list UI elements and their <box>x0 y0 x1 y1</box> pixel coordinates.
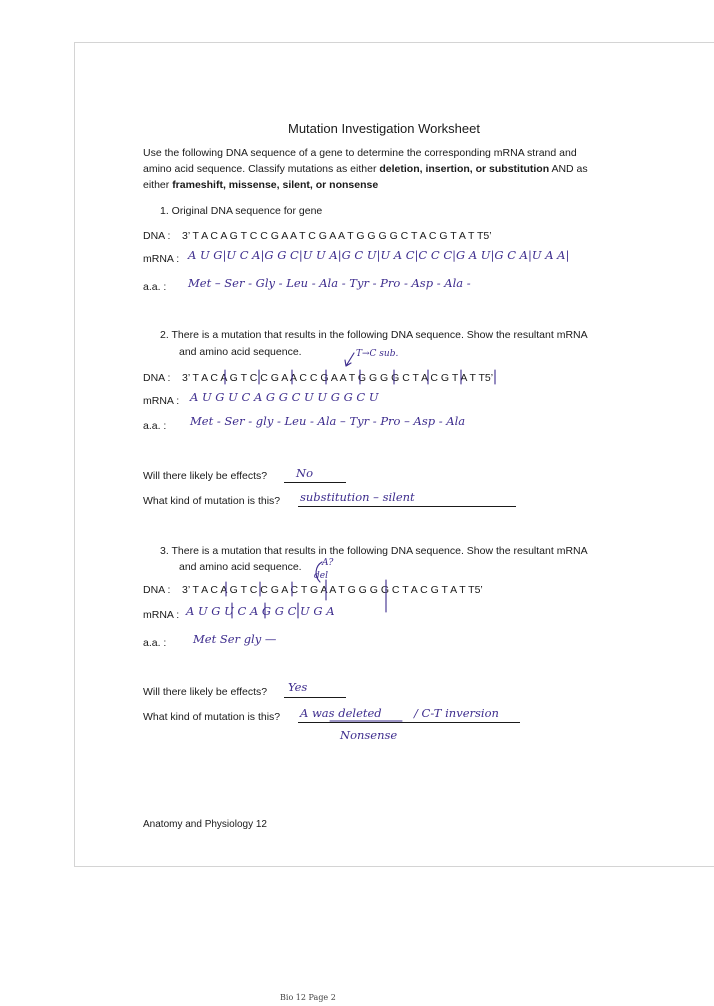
q1-mrna-handwriting: A U G|U C A|G G C|U U A|G C U|U A C|C C C|G A U|G C A|U A A| <box>188 248 570 262</box>
q2-dna-label: DNA : <box>143 372 171 384</box>
q3-heading-line-2: and amino acid sequence. <box>179 561 302 573</box>
q3-kind-answer-c: Nonsense <box>340 728 398 742</box>
q2-arrow-mark <box>345 353 354 366</box>
q1-mrna-label: mRNA : <box>143 253 180 265</box>
q2-mutation-note: T→C sub. <box>356 349 399 359</box>
q1-dna-label: DNA : <box>143 230 171 242</box>
q3-mrna-handwriting: A U G U C A G G C U G A <box>186 604 335 618</box>
q3-kind-answer-a: A was deleted <box>300 706 382 720</box>
q3-dna-label: DNA : <box>143 584 171 596</box>
q1-aa-label: a.a. : <box>143 281 167 293</box>
q3-kind-answer-b: / C-T inversion <box>414 706 499 720</box>
page-title: Mutation Investigation Worksheet <box>288 121 480 136</box>
page-footer: Anatomy and Physiology 12 <box>143 819 267 830</box>
bottom-caption: Bio 12 Page 2 <box>280 993 336 1002</box>
q3-aa-label: a.a. : <box>143 637 167 649</box>
q2-aa-handwriting: Met - Ser - gly - Leu - Ala – Tyr - Pro – Asp - Ala <box>190 414 466 428</box>
q2-kind-answer: substitution – silent <box>300 490 415 504</box>
q3-kind-label: What kind of mutation is this? <box>143 711 281 723</box>
q2-heading-line-1: 2. There is a mutation that results in the following DNA sequence. Show the resultant mRNA <box>160 329 588 341</box>
q3-dna-sequence: 3’ T A C A G T C C G A C T G A A T G G G G C T A C G T A T T5’ <box>182 584 483 596</box>
q2-kind-label: What kind of mutation is this? <box>143 495 281 507</box>
intro-line-3: either frameshift, missense, silent, or nonsense <box>143 179 379 191</box>
q3-mutation-note: A? <box>322 558 334 568</box>
q2-effects-label: Will there likely be effects? <box>143 470 268 482</box>
q3-mrna-label: mRNA : <box>143 609 180 621</box>
q1-aa-handwriting: Met – Ser - Gly - Leu - Ala - Tyr - Pro - Asp - Ala - <box>188 276 471 290</box>
q3-effects-label: Will there likely be effects? <box>143 686 268 698</box>
q2-aa-label: a.a. : <box>143 420 167 432</box>
q2-dna-sequence: 3’ T A C A G T C C G A A C C G A A T G G G G C T A C G T A T T5’ <box>182 372 494 384</box>
intro-line-1: Use the following DNA sequence of a gene to determine the corresponding mRNA strand and <box>143 147 577 159</box>
q2-mrna-handwriting: A U G U C A G G C U U G G C U <box>190 390 379 404</box>
q2-effects-answer: No <box>296 466 313 480</box>
intro-line-2: amino acid sequence. Classify mutations as either deletion, insertion, or substitution AND as <box>143 163 588 175</box>
q3-heading-line-1: 3. There is a mutation that results in the following DNA sequence. Show the resultant mRNA <box>160 545 588 557</box>
q3-aa-handwriting: Met Ser gly — <box>193 632 277 646</box>
q2-mrna-label: mRNA : <box>143 395 180 407</box>
q1-dna-sequence: 3’ T A C A G T C C G A A T C G A A T G G G G C T A C G T A T T5’ <box>182 230 492 242</box>
q1-heading: 1. Original DNA sequence for gene <box>160 205 323 217</box>
q2-heading-line-2: and amino acid sequence. <box>179 346 302 358</box>
q3-effects-answer: Yes <box>288 680 308 694</box>
q3-mutation-note-2: del <box>314 571 328 581</box>
q3-arrow-mark <box>316 562 322 582</box>
